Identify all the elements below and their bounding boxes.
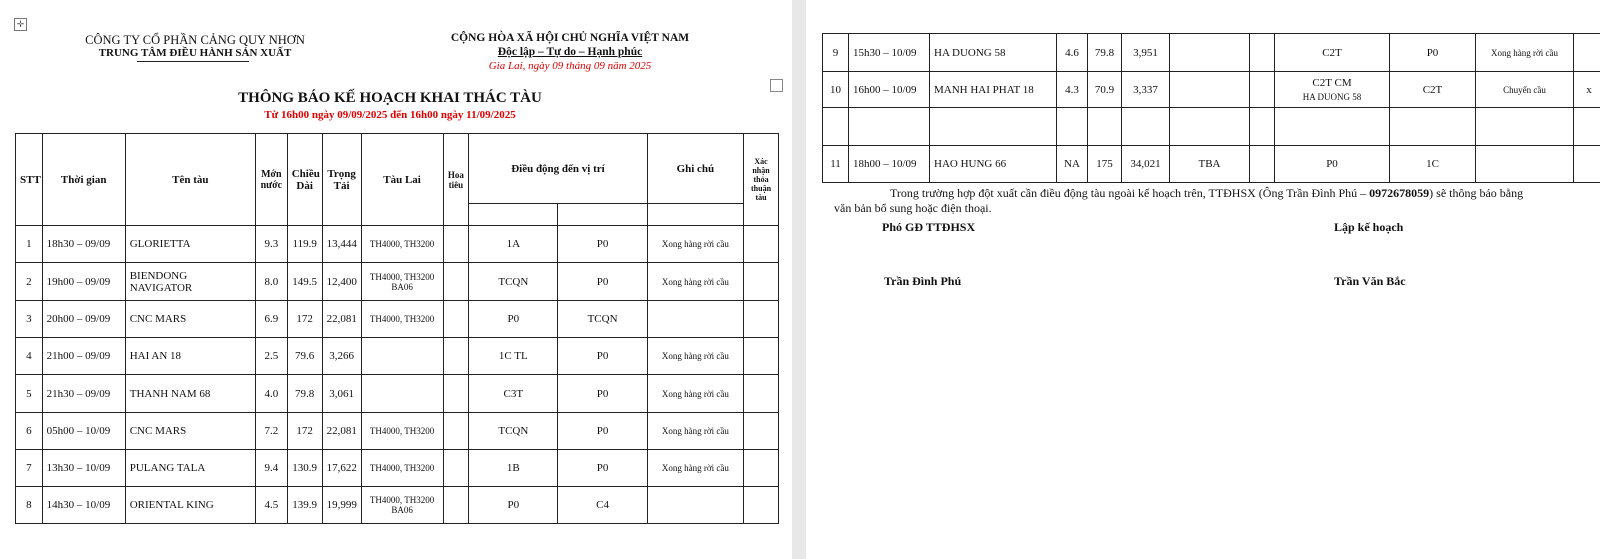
row-ship-name: CNC MARS xyxy=(125,301,255,338)
row-ship-name: MANH HAI PHAT 18 xyxy=(930,72,1057,108)
row-move-to: P0 xyxy=(558,263,647,301)
empty-cell xyxy=(930,108,1057,146)
row-confirm xyxy=(744,413,779,450)
row-stt: 5 xyxy=(16,375,43,413)
row-move-from-main: C2T xyxy=(1322,46,1342,59)
row-confirm: x xyxy=(1574,72,1600,108)
row-tug: TBA xyxy=(1170,146,1250,183)
header-time: Thời gian xyxy=(42,134,125,226)
row-note xyxy=(647,301,743,338)
signer-left-title: Phó GĐ TTĐHSX xyxy=(882,220,976,234)
row-move-from-main: P0 xyxy=(1326,158,1338,170)
row-ship-name: HAI AN 18 xyxy=(125,338,255,375)
row-confirm xyxy=(744,226,779,263)
row-note: Xong hàng rời cầu xyxy=(1476,34,1574,72)
row-move-to: C4 xyxy=(558,487,647,524)
row-draft: 8.0 xyxy=(255,263,287,301)
table-row xyxy=(823,72,1600,108)
row-tug: TH4000, TH3200 xyxy=(361,413,443,450)
row-length: 79.8 xyxy=(1088,34,1122,72)
row-length: 172 xyxy=(287,301,322,338)
row-length: 149.5 xyxy=(287,263,322,301)
row-move-from xyxy=(1275,146,1390,183)
row-confirm xyxy=(744,301,779,338)
document-subtitle: Từ 16h00 ngày 09/09/2025 đến 16h00 ngày 11/09/2025 xyxy=(264,109,516,121)
row-note: Xong hàng rời cầu xyxy=(647,226,743,263)
row-ship-name: BIENDONG NAVIGATOR xyxy=(125,263,255,301)
row-move-to: TCQN xyxy=(558,301,647,338)
row-note: Xong hàng rời cầu xyxy=(647,338,743,375)
row-confirm xyxy=(1574,146,1600,183)
row-stt: 2 xyxy=(16,263,43,301)
row-tonnage: 3,337 xyxy=(1122,72,1170,108)
row-move-to: P0 xyxy=(558,338,647,375)
empty-cell xyxy=(1574,108,1600,146)
plan-table-page-2 xyxy=(822,33,1600,183)
row-pilot xyxy=(443,338,469,375)
row-move-from: TCQN xyxy=(469,413,558,450)
row-move-to: P0 xyxy=(558,450,647,487)
row-ship-name: GLORIETTA xyxy=(125,226,255,263)
row-pilot xyxy=(443,226,469,263)
row-move-from-main: C2T CM xyxy=(1312,77,1352,89)
empty-cell xyxy=(1275,108,1390,146)
row-move-from: TCQN xyxy=(469,263,558,301)
row-pilot xyxy=(443,450,469,487)
row-ship-name: CNC MARS xyxy=(125,413,255,450)
row-confirm xyxy=(744,375,779,413)
row-time: 18h00 – 10/09 xyxy=(849,146,930,183)
row-tonnage: 22,081 xyxy=(322,301,361,338)
empty-cell xyxy=(1170,108,1250,146)
header-move: Điều động đến vị trí xyxy=(469,134,647,204)
row-time: 20h00 – 09/09 xyxy=(42,301,125,338)
row-length: 175 xyxy=(1088,146,1122,183)
row-tonnage: 3,061 xyxy=(322,375,361,413)
row-time: 14h30 – 10/09 xyxy=(42,487,125,524)
header-confirm: Xác nhận thỏa thuận tàu xyxy=(744,134,779,226)
row-length: 172 xyxy=(287,413,322,450)
empty-cell xyxy=(1057,108,1088,146)
empty-cell xyxy=(1390,108,1476,146)
row-pilot xyxy=(443,413,469,450)
row-stt: 3 xyxy=(16,301,43,338)
row-tonnage: 3,951 xyxy=(1122,34,1170,72)
row-tonnage: 19,999 xyxy=(322,487,361,524)
row-time: 21h00 – 09/09 xyxy=(42,338,125,375)
date-place: Gia Lai, ngày 09 tháng 09 năm 2025 xyxy=(488,60,652,72)
row-pilot xyxy=(443,375,469,413)
row-length: 119.9 xyxy=(287,226,322,263)
row-pilot xyxy=(1250,146,1275,183)
empty-cell xyxy=(1122,108,1170,146)
empty-cell xyxy=(849,108,930,146)
row-ship-name: PULANG TALA xyxy=(125,450,255,487)
plan-table-page-1 xyxy=(15,133,779,524)
row-time: 21h30 – 09/09 xyxy=(42,375,125,413)
row-move-to: 1C xyxy=(1390,146,1476,183)
center-name: TRUNG TÂM ĐIỀU HÀNH SẢN XUẤT xyxy=(98,47,292,59)
table-row xyxy=(16,263,779,301)
row-pilot xyxy=(1250,34,1275,72)
table-row xyxy=(16,487,779,524)
row-tug: TH4000, TH3200 xyxy=(361,450,443,487)
header-note: Ghi chú xyxy=(647,134,743,204)
row-move-from: P0 xyxy=(469,301,558,338)
row-confirm xyxy=(744,338,779,375)
row-note: Xong hàng rời cầu xyxy=(647,263,743,301)
row-stt: 10 xyxy=(823,72,849,108)
row-time: 18h30 – 09/09 xyxy=(42,226,125,263)
row-time: 16h00 – 10/09 xyxy=(849,72,930,108)
company-name: CÔNG TY CỔ PHẦN CẢNG QUY NHƠN xyxy=(85,33,305,47)
header-underline xyxy=(137,61,249,62)
row-draft: 7.2 xyxy=(255,413,287,450)
header-draft: Mớn nước xyxy=(255,134,287,226)
row-note xyxy=(1476,146,1574,183)
row-time: 13h30 – 10/09 xyxy=(42,450,125,487)
header-pilot: Hoa tiêu xyxy=(443,134,469,226)
row-stt: 1 xyxy=(16,226,43,263)
row-tug xyxy=(1170,34,1250,72)
document-page-1 xyxy=(0,0,792,559)
row-tug: TH4000, TH3200 xyxy=(361,226,443,263)
row-move-from: P0 xyxy=(469,487,558,524)
row-tonnage: 13,444 xyxy=(322,226,361,263)
row-tug xyxy=(361,375,443,413)
row-draft: 4.3 xyxy=(1057,72,1088,108)
row-move-from xyxy=(1275,72,1390,108)
row-draft: 6.9 xyxy=(255,301,287,338)
row-draft: 9.4 xyxy=(255,450,287,487)
table-move-handle-icon[interactable]: ✛ xyxy=(14,18,27,31)
row-length: 70.9 xyxy=(1088,72,1122,108)
row-stt: 8 xyxy=(16,487,43,524)
row-draft: NA xyxy=(1057,146,1088,183)
table-row xyxy=(16,375,779,413)
row-move-from xyxy=(1275,34,1390,72)
row-move-to: P0 xyxy=(558,226,647,263)
row-move-from-sub: HA DUONG 58 xyxy=(1302,92,1362,102)
empty-cell xyxy=(1476,108,1574,146)
motto: Độc lập – Tự do – Hạnh phúc xyxy=(497,46,643,58)
header-tug: Tàu Lai xyxy=(361,134,443,226)
row-pilot xyxy=(1250,72,1275,108)
signer-left-name: Trần Đình Phú xyxy=(884,274,962,288)
row-ship-name: HA DUONG 58 xyxy=(930,34,1057,72)
checkbox[interactable] xyxy=(770,79,783,92)
signer-right-title: Lập kế hoạch xyxy=(1334,220,1404,234)
row-note: Xong hàng rời cầu xyxy=(647,450,743,487)
row-move-from: 1C TL xyxy=(469,338,558,375)
table-row xyxy=(823,34,1600,72)
row-length: 130.9 xyxy=(287,450,322,487)
row-stt: 6 xyxy=(16,413,43,450)
empty-cell xyxy=(1088,108,1122,146)
row-confirm xyxy=(1574,34,1600,72)
row-tug: TH4000, TH3200 xyxy=(361,301,443,338)
row-stt: 7 xyxy=(16,450,43,487)
footer-note-line-2: văn bản bổ sung hoặc điện thoại. xyxy=(834,201,992,215)
row-pilot xyxy=(443,263,469,301)
table-header-row xyxy=(16,134,779,204)
header-length: Chiều Dài xyxy=(287,134,322,226)
header-tonnage: Trọng Tải xyxy=(322,134,361,226)
row-confirm xyxy=(744,487,779,524)
row-tonnage: 22,081 xyxy=(322,413,361,450)
header-ship: Tên tàu xyxy=(125,134,255,226)
row-tug xyxy=(361,338,443,375)
row-move-from: 1B xyxy=(469,450,558,487)
row-tug: TH4000, TH3200 BA06 xyxy=(361,487,443,524)
row-stt: 11 xyxy=(823,146,849,183)
row-ship-name: HAO HUNG 66 xyxy=(930,146,1057,183)
row-stt: 9 xyxy=(823,34,849,72)
table-row xyxy=(823,146,1600,183)
footer-note-line-1: Trong trường hợp đột xuất cần điều động tàu ngoài kế hoạch trên, TTĐHSX (Ông Trần Đình Phú – 0972678059) sẽ thông báo bằng xyxy=(890,186,1524,200)
row-note: Chuyển cầu xyxy=(1476,72,1574,108)
row-ship-name: ORIENTAL KING xyxy=(125,487,255,524)
row-time: 19h00 – 09/09 xyxy=(42,263,125,301)
empty-cell xyxy=(1250,108,1275,146)
row-length: 79.6 xyxy=(287,338,322,375)
row-tug: TH4000, TH3200 BA06 xyxy=(361,263,443,301)
table-row xyxy=(16,450,779,487)
row-time: 15h30 – 10/09 xyxy=(849,34,930,72)
row-note: Xong hàng rời cầu xyxy=(647,413,743,450)
row-ship-name: THANH NAM 68 xyxy=(125,375,255,413)
empty-cell xyxy=(823,108,849,146)
row-tonnage: 12,400 xyxy=(322,263,361,301)
row-confirm xyxy=(744,263,779,301)
row-tonnage: 3,266 xyxy=(322,338,361,375)
table-row xyxy=(16,413,779,450)
row-move-to: P0 xyxy=(558,375,647,413)
row-length: 139.9 xyxy=(287,487,322,524)
row-move-to: C2T xyxy=(1390,72,1476,108)
table-row xyxy=(16,301,779,338)
row-stt: 4 xyxy=(16,338,43,375)
row-length: 79.8 xyxy=(287,375,322,413)
row-move-from: 1A xyxy=(469,226,558,263)
document-page-2 xyxy=(806,0,1600,559)
document-title: THÔNG BÁO KẾ HOẠCH KHAI THÁC TÀU xyxy=(238,90,542,106)
header-stt: STT xyxy=(16,134,43,226)
row-pilot xyxy=(443,487,469,524)
row-move-from: C3T xyxy=(469,375,558,413)
row-move-to: P0 xyxy=(1390,34,1476,72)
row-tonnage: 34,021 xyxy=(1122,146,1170,183)
table-row xyxy=(16,226,779,263)
table-row xyxy=(16,338,779,375)
signer-right-name: Trần Văn Bắc xyxy=(1334,274,1406,288)
row-draft: 4.6 xyxy=(1057,34,1088,72)
row-draft: 4.0 xyxy=(255,375,287,413)
row-tug xyxy=(1170,72,1250,108)
republic-title: CỘNG HÒA XÃ HỘI CHỦ NGHĨA VIỆT NAM xyxy=(450,32,690,44)
row-tonnage: 17,622 xyxy=(322,450,361,487)
row-note xyxy=(647,487,743,524)
row-pilot xyxy=(443,301,469,338)
row-confirm xyxy=(744,450,779,487)
row-draft: 2.5 xyxy=(255,338,287,375)
row-draft: 9.3 xyxy=(255,226,287,263)
row-move-to: P0 xyxy=(558,413,647,450)
table-empty-row xyxy=(823,108,1600,146)
row-time: 05h00 – 10/09 xyxy=(42,413,125,450)
row-note: Xong hàng rời cầu xyxy=(647,375,743,413)
row-draft: 4.5 xyxy=(255,487,287,524)
